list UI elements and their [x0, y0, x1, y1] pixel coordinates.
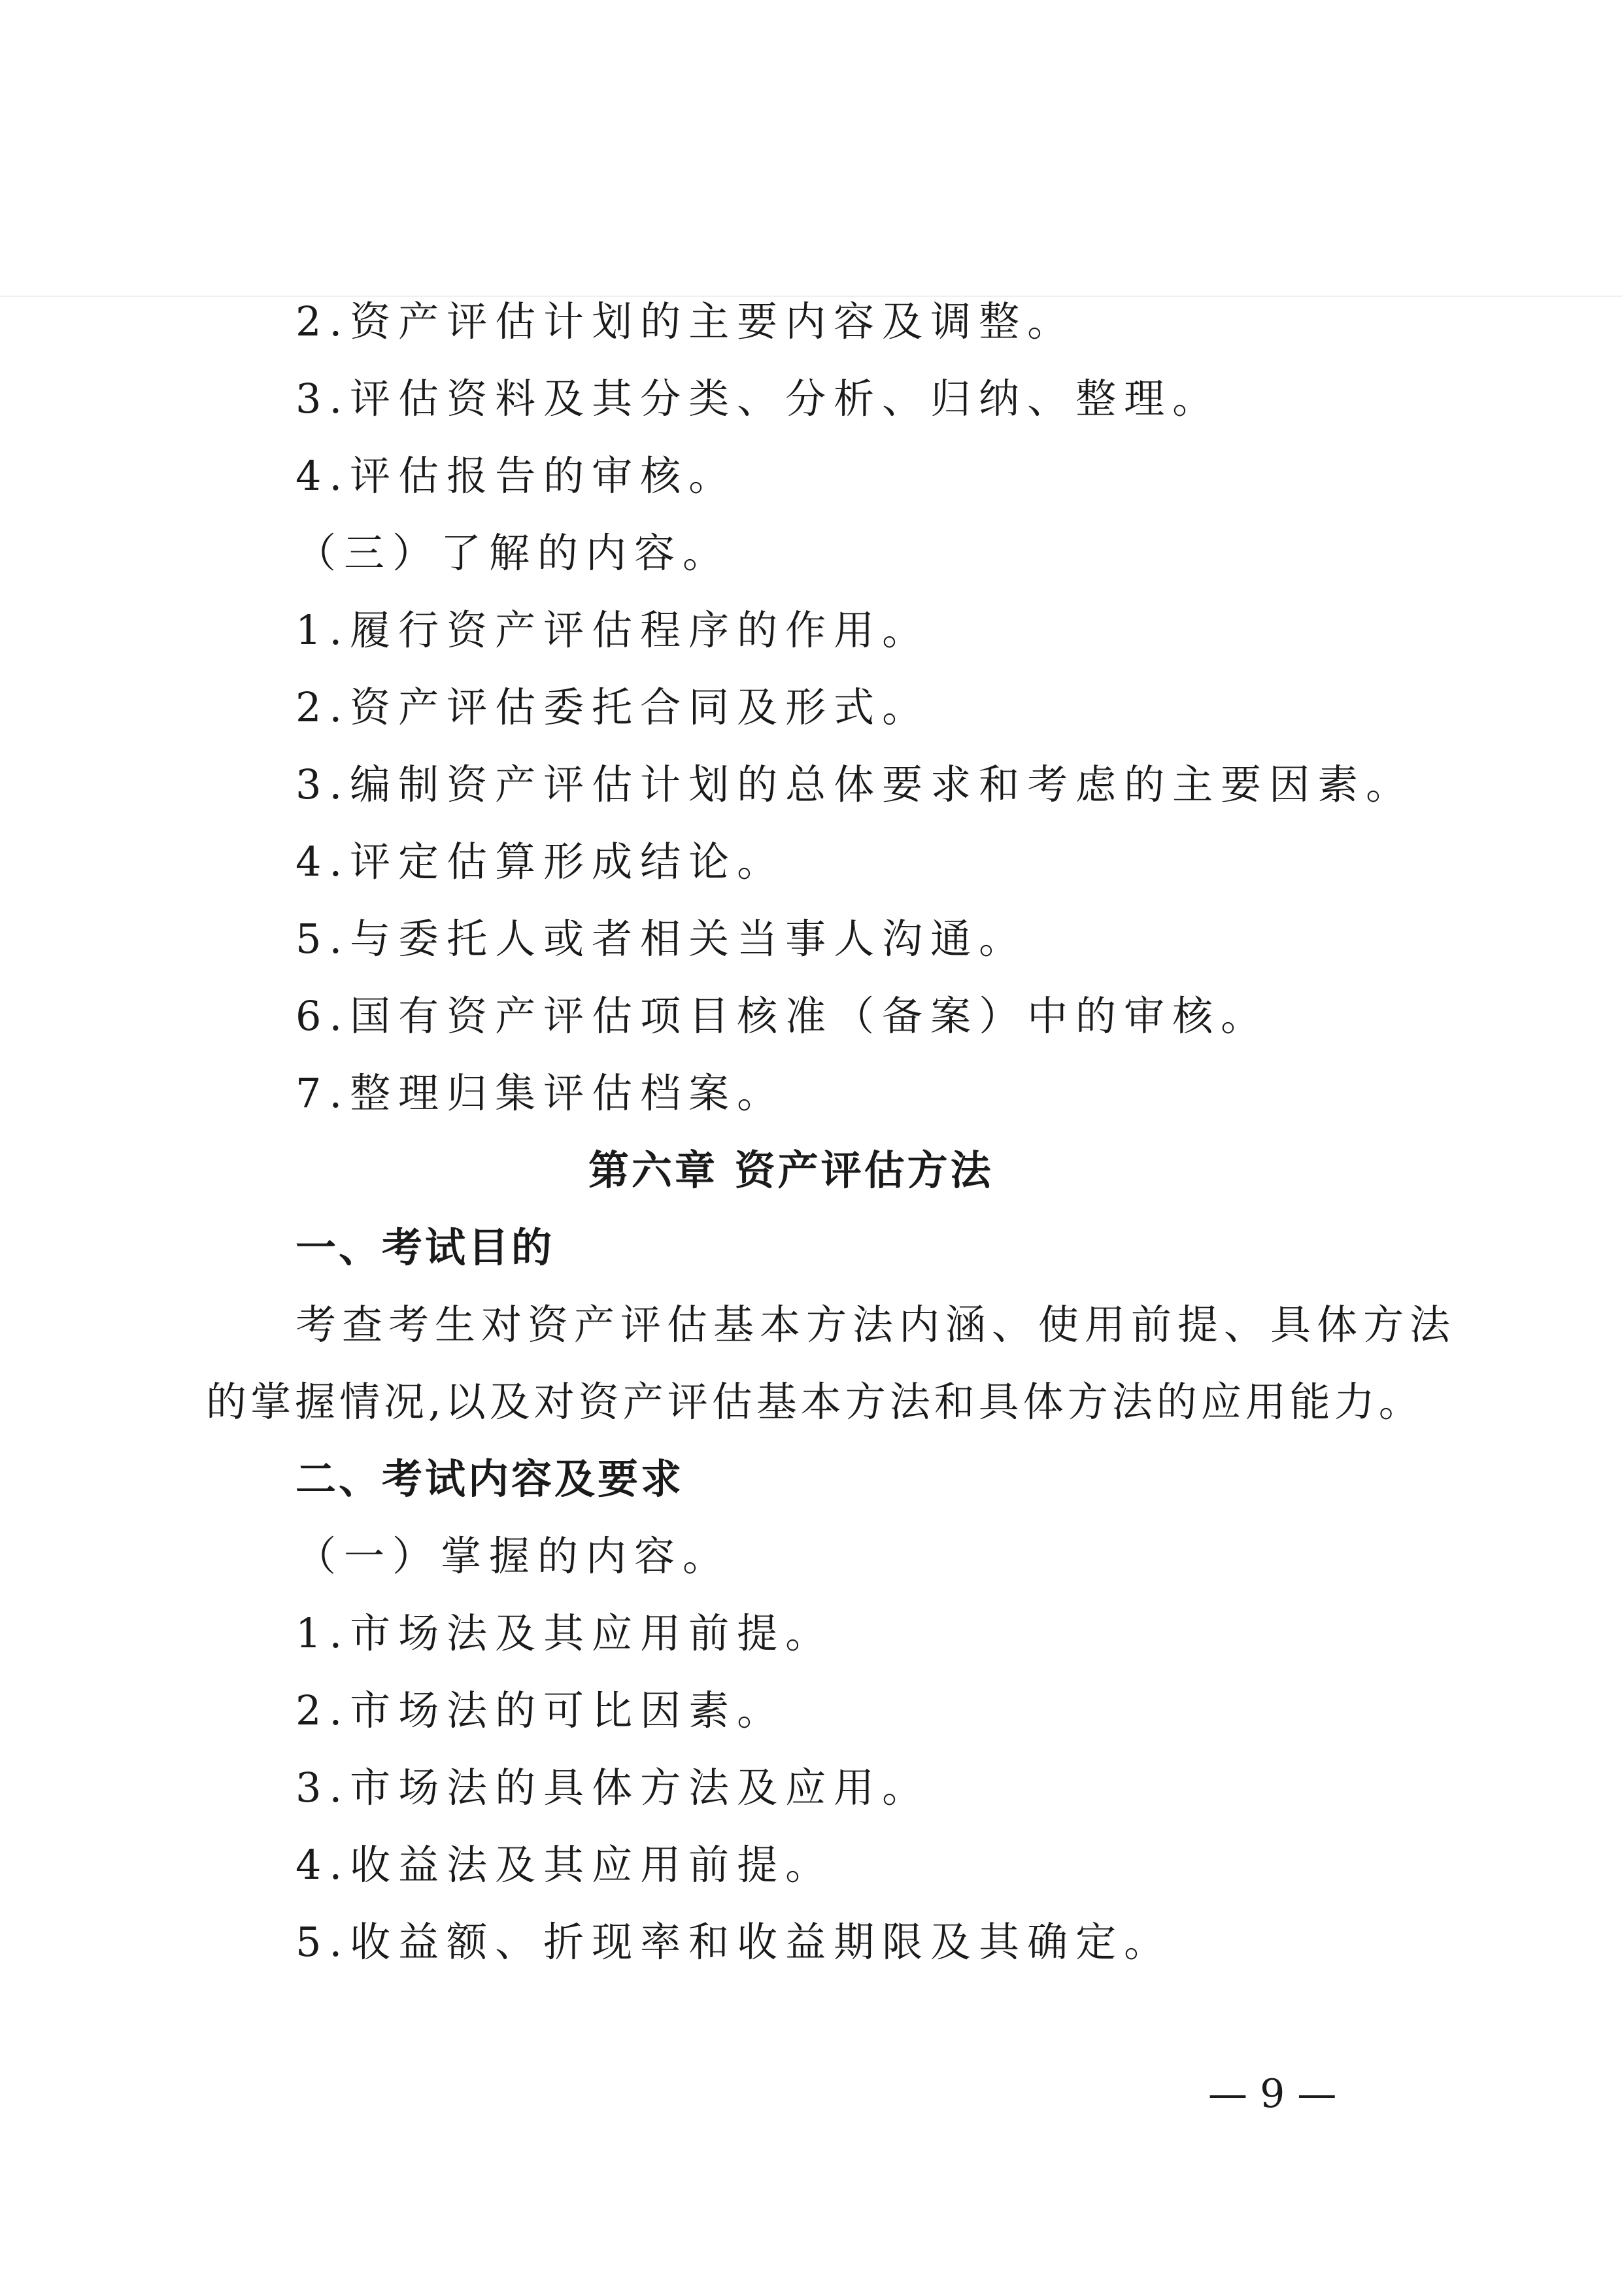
list-item: 5.收益额、折现率和收益期限及其确定。: [296, 1918, 1173, 1966]
list-item: 5.与委托人或者相关当事人沟通。: [296, 915, 1028, 963]
paragraph-line: 考查考生对资产评估基本方法内涵、使用前提、具体方法: [296, 1301, 1457, 1348]
list-item: 3.市场法的具体方法及应用。: [296, 1764, 931, 1811]
list-item: 2.资产评估委托合同及形式。: [296, 683, 931, 731]
list-item: 6.国有资产评估项目核准（备案）中的审核。: [296, 992, 1270, 1040]
list-item: 4.评估报告的审核。: [296, 452, 737, 500]
list-item: 2.资产评估计划的主要内容及调整。: [296, 298, 1076, 345]
list-item: 1.市场法及其应用前提。: [296, 1609, 834, 1657]
page-number: — 9 —: [1208, 2071, 1337, 2117]
list-item: 3.编制资产评估计划的总体要求和考虑的主要因素。: [296, 761, 1415, 808]
list-item: 3.评估资料及其分类、分析、归纳、整理。: [296, 375, 1221, 422]
paragraph-line: 的掌握情况,以及对资产评估基本方法和具体方法的应用能力。: [206, 1378, 1423, 1426]
list-item: 7.整理归集评估档案。: [296, 1069, 786, 1117]
subsection-heading: （一）掌握的内容。: [296, 1532, 732, 1580]
list-item: 1.履行资产评估程序的作用。: [296, 606, 931, 654]
list-item: 4.收益法及其应用前提。: [296, 1841, 834, 1889]
section-heading: 二、考试内容及要求: [296, 1455, 684, 1503]
list-item: 2.市场法的可比因素。: [296, 1687, 786, 1734]
section-heading: 一、考试目的: [296, 1224, 555, 1271]
chapter-title: 第六章 资产评估方法: [588, 1146, 994, 1194]
list-item: 4.评定估算形成结论。: [296, 838, 786, 885]
subsection-heading: （三）了解的内容。: [296, 529, 732, 577]
